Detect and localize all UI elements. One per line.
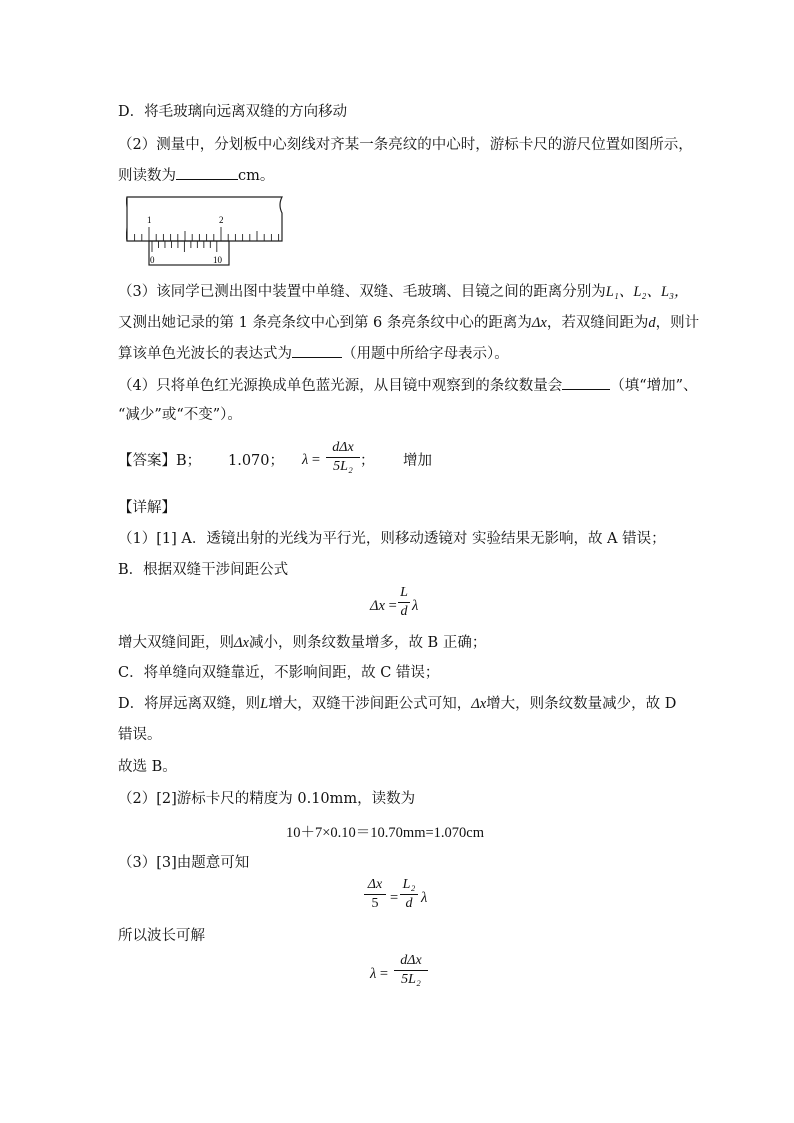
formula-final-lhs: λ = xyxy=(370,966,389,982)
formula-reading: 10＋7×0.10＝10.70mm=1.070cm xyxy=(286,825,485,841)
formula-fraction-L2d: L₂ d xyxy=(400,877,418,912)
formula-spacing-lambda: λ xyxy=(412,598,419,614)
detail-6: 错误。 xyxy=(118,727,162,743)
question-2-line-1: （2）测量中，分划板中心刻线对齐某一条亮纹的中心时，游标卡尺的游尺位置如图所示， xyxy=(118,137,693,153)
q4-text: （4）只将单色红光源换成单色蓝光源，从目镜中观察到的条纹数量会 xyxy=(118,378,563,394)
q3b-d: d xyxy=(648,315,656,331)
detail-11: 所以波长可解 xyxy=(118,928,205,944)
formula-final-fraction: dΔx 5L₂ xyxy=(394,953,428,988)
q3-text: （3）该同学已测出图中装置中单缝、双缝、毛玻璃、目镜之间的距离分别为 xyxy=(118,284,606,300)
detail-3: 增大双缝间距，则Δx减小，则条纹数量增多，故 B 正确； xyxy=(118,635,487,651)
question-4-line-2: “减少”或“不变”）。 xyxy=(118,407,242,423)
vernier-label-0: 0 xyxy=(150,255,155,265)
question-4-line-1 xyxy=(118,375,698,396)
question-2-line-2 xyxy=(118,165,274,186)
detail-7: 故选 B。 xyxy=(118,759,177,775)
answer-sep: ； xyxy=(360,453,375,469)
formula-eq-1: = xyxy=(390,890,399,906)
vernier-caliper-diagram xyxy=(126,195,284,267)
q3b-post: ，则计 xyxy=(655,315,700,331)
detail-10: （3）[3]由题意可知 xyxy=(118,855,250,871)
answer-label: 【答案】B； xyxy=(118,453,202,469)
main-label-1: 1 xyxy=(147,215,152,225)
formula-spacing-fraction: L d xyxy=(398,585,410,620)
q2-unit: cm。 xyxy=(238,168,275,184)
main-scale-ticks xyxy=(135,227,279,241)
detail-8: （2）[2]游标卡尺的精度为 0.10mm，读数为 xyxy=(118,791,416,807)
answer-blank-wavelength[interactable] xyxy=(292,343,342,358)
q3b-text: 又测出她记录的第 1 条亮条纹中心到第 6 条亮条纹中心的距离为 xyxy=(118,315,532,331)
answer-fraction xyxy=(326,440,360,475)
q2-text: 则读数为 xyxy=(118,168,176,184)
question-3-line-3 xyxy=(118,343,509,364)
option-d: D．将毛玻璃向远离双缝的方向移动 xyxy=(118,104,348,120)
formula-spacing-lhs: Δx = xyxy=(370,598,397,614)
detail-5: D．将屏远离双缝，则L增大，双缝干涉间距公式可知，Δx增大，则条纹数量减少，故 D xyxy=(118,696,677,712)
question-3-line-1 xyxy=(118,282,689,302)
detail-1: （1）[1] A．透镜出射的光线为平行光，则移动透镜对 实验结果无影响，故 A 错误； xyxy=(118,531,666,547)
q3c-text: 算该单色光波长的表达式为 xyxy=(118,346,292,362)
q4-post: （填“增加”、 xyxy=(610,378,698,394)
q3b-mid: ，若双缝间距为 xyxy=(546,315,649,331)
answer-fraction-denominator: 5L₂ xyxy=(333,459,353,474)
detail-4: C．将单缝向双缝靠近，不影响间距，故 C 错误； xyxy=(118,665,440,681)
formula-fraction-dx5: Δx 5 xyxy=(364,877,386,912)
answer-4: 增加 xyxy=(403,453,432,469)
answer-2: 1.070； xyxy=(228,453,285,469)
vernier-label-10: 10 xyxy=(213,255,222,265)
detail-2: B．根据双缝干涉间距公式 xyxy=(118,562,289,578)
answer-blank-reading[interactable] xyxy=(176,165,238,180)
answer-blank-fringes[interactable] xyxy=(562,375,610,390)
q3b-dx: Δx xyxy=(531,315,547,331)
detail-label: 【详解】 xyxy=(118,500,176,516)
question-3-line-2 xyxy=(118,313,699,333)
main-label-2: 2 xyxy=(219,215,224,225)
answer-fraction-numerator: dΔx xyxy=(332,440,354,455)
q3c-post: （用题中所给字母表示）。 xyxy=(342,346,509,362)
formula-lambda-1: λ xyxy=(421,890,428,906)
q3-vars: L₁、L₂、L₃， xyxy=(605,284,689,300)
vernier-scale-ticks xyxy=(152,241,217,252)
answer-lambda: λ = xyxy=(302,452,321,468)
